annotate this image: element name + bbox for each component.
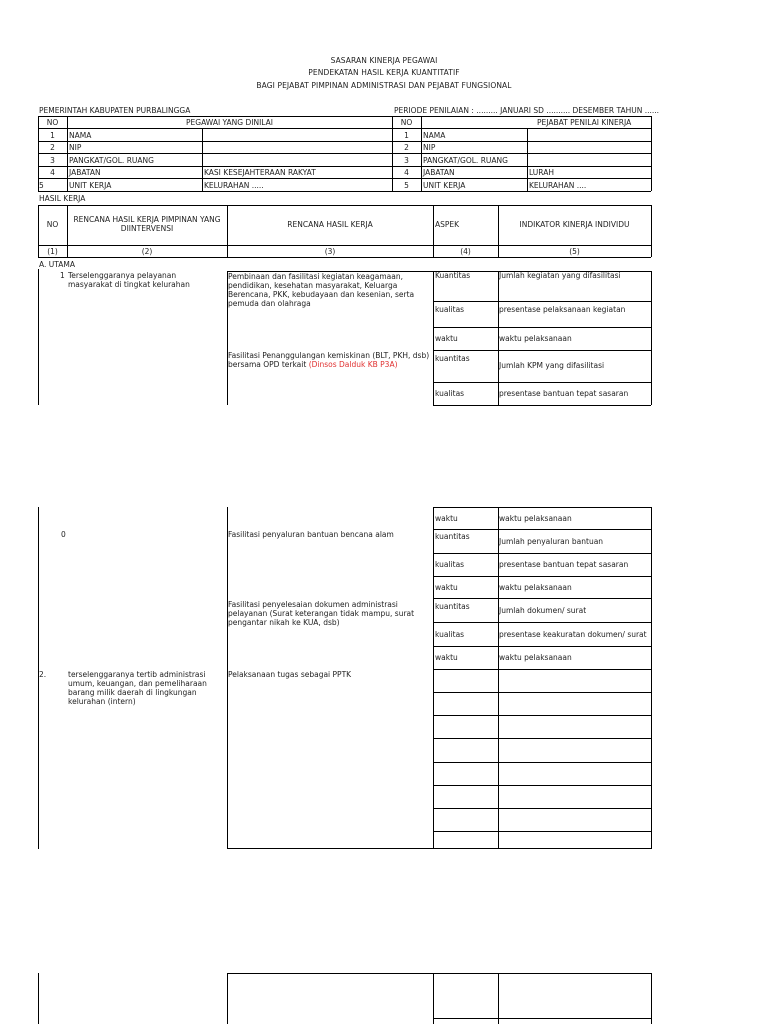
item-number: 0 <box>61 530 66 539</box>
col-no-header: NO <box>46 220 59 229</box>
indikator-cell: waktu pelaksanaan <box>499 514 572 523</box>
doc-subtitle-2: BAGI PEJABAT PIMPINAN ADMINISTRASI DAN PEJABAT FUNGSIONAL <box>256 81 512 90</box>
aspek-cell: waktu <box>435 653 458 662</box>
section-utama: A. UTAMA <box>39 260 75 269</box>
col-number-4: (4) <box>460 247 471 256</box>
col-rencana-header: RENCANA HASIL KERJA <box>287 220 373 229</box>
rencana-text-red: (Dinsos Dalduk KB P3A) <box>308 360 398 369</box>
id-row-field: NAMA <box>69 131 92 140</box>
indikator-cell: presentase keakuratan dokumen/ surat <box>499 630 647 639</box>
indikator-cell: Jumlah KPM yang difasilitasi <box>499 361 605 370</box>
id-row-field: JABATAN <box>69 168 101 177</box>
id-row-left-value: KASI KESEJAHTERAAN RAKYAT <box>204 168 316 177</box>
id-row-field: UNIT KERJA <box>69 181 112 190</box>
period-label: PERIODE PENILAIAN : ......... JANUARI SD .......... DESEMBER TAHUN ...... <box>394 106 660 115</box>
id-row-field-right: NAMA <box>423 131 446 140</box>
indikator-cell: Jumlah penyaluran bantuan <box>499 537 604 546</box>
aspek-cell: waktu <box>435 514 458 523</box>
indikator-cell: Jumlah kegiatan yang difasilitasi <box>499 271 621 280</box>
id-row-no-right: 5 <box>404 181 409 190</box>
id-row-no: 4 <box>50 168 55 177</box>
aspek-cell: kualitas <box>435 305 465 314</box>
rencana-text <box>228 351 432 369</box>
indikator-cell: presentase bantuan tepat sasaran <box>499 560 629 569</box>
rencana-text: Pembinaan dan fasilitasi kegiatan keagamaan, pendidikan, kesehatan masyarakat, Keluarga Berencana, PKK, kebudayaan dan kesenian, serta pemuda dan olahraga <box>228 272 415 308</box>
col-number-5: (5) <box>569 247 580 256</box>
id-row-no: 2 <box>50 143 55 152</box>
id-row-right-value: LURAH <box>529 168 554 177</box>
doc-title: SASARAN KINERJA PEGAWAI <box>330 56 438 65</box>
id-row-field-right: PANGKAT/GOL. RUANG <box>423 156 508 165</box>
id-row-field-right: UNIT KERJA <box>423 181 466 190</box>
aspek-cell: kualitas <box>435 630 465 639</box>
org-name: PEMERINTAH KABUPATEN PURBALINGGA <box>39 106 191 115</box>
id-no-header-right: NO <box>400 118 413 127</box>
hasil-kerja-label: HASIL KERJA <box>39 194 86 203</box>
indikator-cell: waktu pelaksanaan <box>499 583 572 592</box>
item-number: 1 <box>60 271 65 280</box>
aspek-cell: kuantitas <box>435 532 470 541</box>
id-row-field: NIP <box>69 143 82 152</box>
col-number-2: (2) <box>141 247 153 256</box>
col-indikator-header: INDIKATOR KINERJA INDIVIDU <box>519 220 630 229</box>
indikator-cell: Jumlah dokumen/ surat <box>499 606 587 615</box>
id-row-no-right: 1 <box>404 131 409 140</box>
col-number-1: (1) <box>47 247 58 256</box>
rencana-pimpinan-text: terselenggaranya tertib administrasi umum, keuangan, dan pemeliharaan barang milik daerah di lingkungan kelurahan (intern) <box>68 670 207 706</box>
id-row-field: PANGKAT/GOL. RUANG <box>69 156 154 165</box>
id-row-left-value: KELURAHAN ..... <box>204 181 264 190</box>
id-row-no: 3 <box>50 156 55 165</box>
indikator-cell: presentase bantuan tepat sasaran <box>499 389 629 398</box>
aspek-cell: kuantitas <box>435 354 470 363</box>
aspek-cell: kuantitas <box>435 602 470 611</box>
id-left-title: PEGAWAI YANG DINILAI <box>186 118 273 127</box>
id-right-title: PEJABAT PENILAI KINERJA <box>537 118 632 127</box>
aspek-cell: kualitas <box>435 389 465 398</box>
id-no-header-left: NO <box>46 118 59 127</box>
aspek-cell: kualitas <box>435 560 465 569</box>
indikator-cell: waktu pelaksanaan <box>499 653 572 662</box>
id-row-no: 1 <box>50 131 55 140</box>
rencana-text: Fasilitasi penyaluran bantuan bencana alam <box>228 530 394 539</box>
indikator-cell: presentase pelaksanaan kegiatan <box>499 305 626 314</box>
rencana-text: Pelaksanaan tugas sebagai PPTK <box>228 670 352 679</box>
id-row-field-right: NIP <box>423 143 436 152</box>
col-rencana-pimpinan-header: RENCANA HASIL KERJA PIMPINAN YANG DIINTERVENSI <box>73 215 221 233</box>
id-row-no-right: 2 <box>404 143 409 152</box>
rencana-text: Fasilitasi penyelesaian dokumen administrasi pelayanan (Surat keterangan tidak mampu, surat pengantar nikah ke KUA, dsb) <box>228 600 415 627</box>
aspek-cell: waktu <box>435 334 458 343</box>
aspek-cell: waktu <box>435 583 458 592</box>
id-row-no-right: 3 <box>404 156 409 165</box>
id-row-no-right: 4 <box>404 168 409 177</box>
indikator-cell: waktu pelaksanaan <box>499 334 572 343</box>
rencana-pimpinan-text: Terselenggaranya pelayanan masyarakat di tingkat kelurahan <box>68 271 190 289</box>
id-row-no: 5 <box>39 181 44 190</box>
id-row-field-right: JABATAN <box>423 168 455 177</box>
id-row-right-value: KELURAHAN .... <box>529 181 587 190</box>
aspek-cell: Kuantitas <box>435 271 471 280</box>
rencana-text-main: Fasilitasi Penanggulangan kemiskinan (BLT, PKH, dsb) bersama OPD terkait <box>228 351 430 369</box>
doc-subtitle: PENDEKATAN HASIL KERJA KUANTITATIF <box>308 68 460 77</box>
item-number: 2. <box>39 670 47 679</box>
col-aspek-header: ASPEK <box>435 220 460 229</box>
col-number-3: (3) <box>324 247 336 256</box>
